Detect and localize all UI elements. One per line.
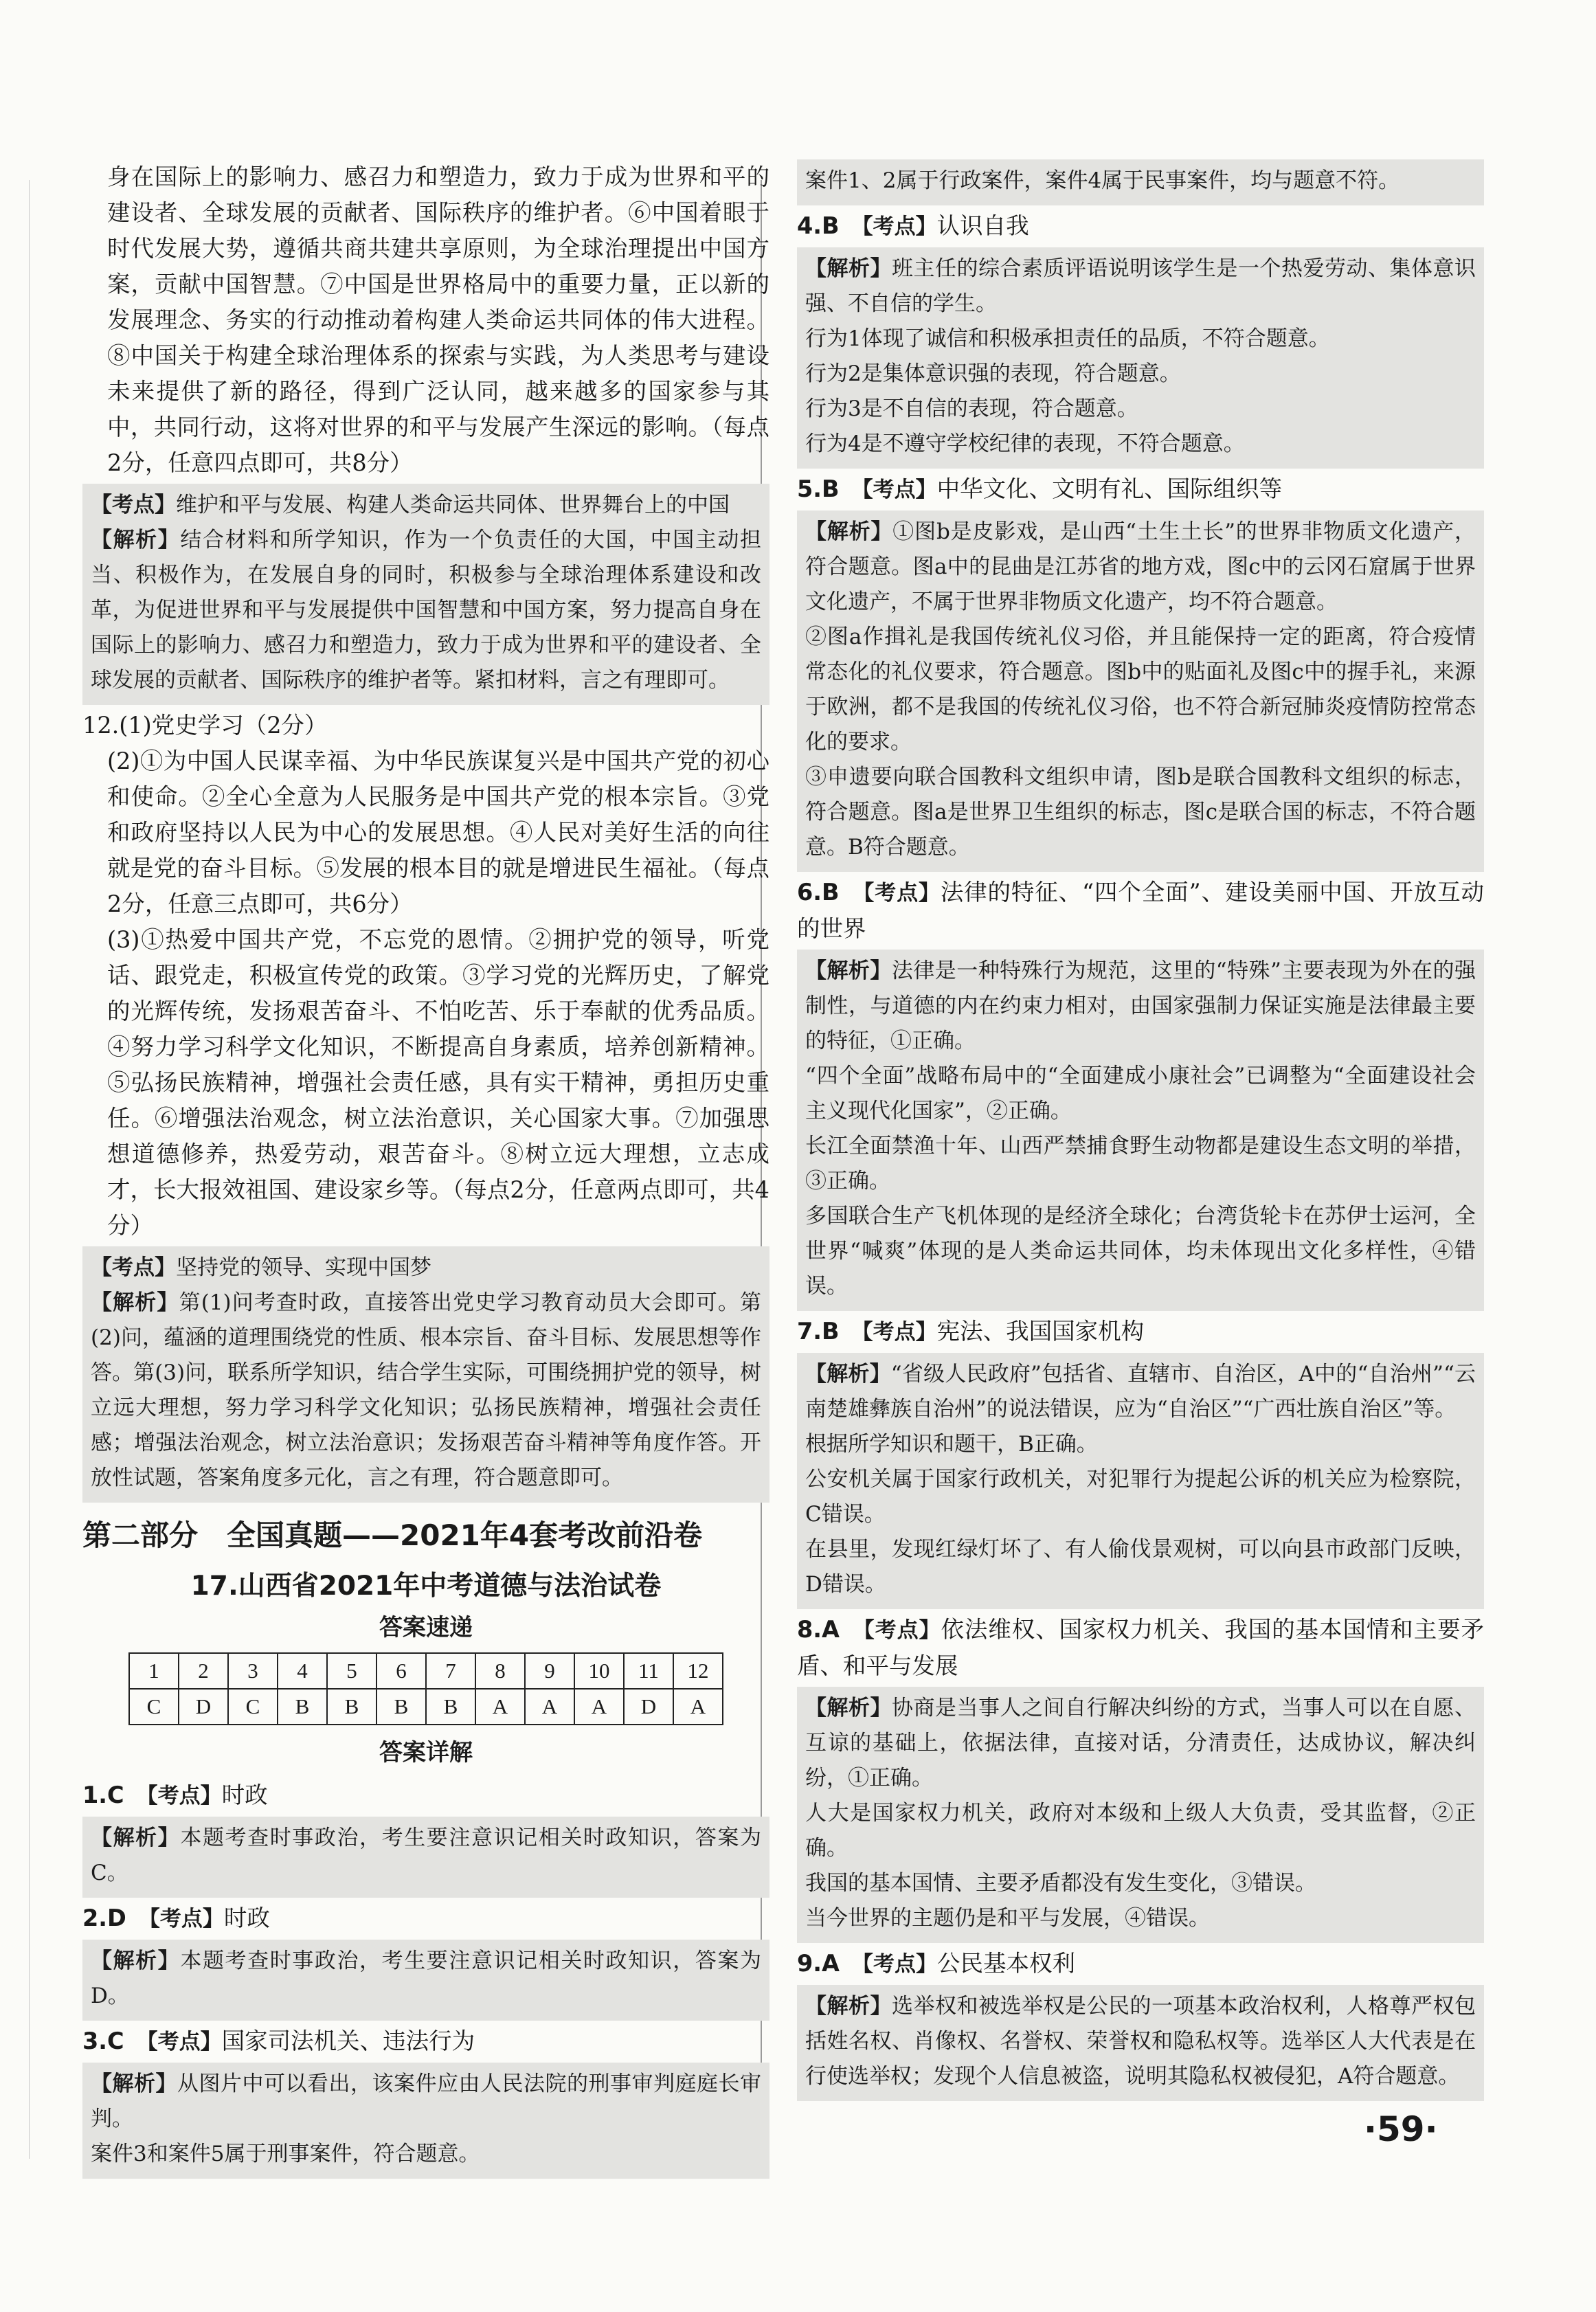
q2-head: 2.D [82,1905,126,1931]
paper-title: 17.山西省2021年中考道德与法治试卷 [190,1571,662,1602]
answer-number-cell: 11 [624,1653,673,1689]
jiexi-label: 【解析】 [805,256,892,281]
q11-jiexi: 结合材料和所学知识，作为一个负责任的大国，中国主动担当、积极作为，在发展自身的同时，积极参与全球治理体系建设和改革，为促进世界和平与发展提供中国智慧和中国方案，努力提高自身在国际上的影响力、感召力和塑造力，致力于成为世界和平的建设者、全球发展的贡献者、国际秩序的维护者等。紧扣材料，言之有理即可。 [91,528,762,693]
q4-line4: 行为4是不遵守学校纪律的表现，不符合题意。 [805,431,1245,456]
answer-number-cell: 2 [179,1653,228,1689]
q8-line4: 当今世界的主题仍是和平与发展，④错误。 [805,1906,1210,1931]
kaodian-label: 【考点】 [862,1952,937,1977]
q5-line2: ②图a作揖礼是我国传统礼仪习俗，并且能保持一定的距离，符合疫情常态化的礼仪要求，符合题意。图b中的贴面礼及图c中的握手礼，来源于欧洲，都不是我国的传统礼仪习俗，也不符合新冠肺炎疫情防控常态化的要求。 [805,625,1476,754]
kaodian-label: 【考点】 [862,1320,937,1345]
answer-number-cell: 6 [376,1653,426,1689]
q8-analysis-box [797,1687,1484,1943]
q12-jiexi: 第(1)问考查时政，直接答出党史学习教育动员大会即可。第(2)问，蕴涵的道理围绕党的性质、根本宗旨、奋斗目标、发展思想等作答。第(3)问，联系所学知识，结合学生实际，可围绕拥护党的领导，树立远大理想，努力学习科学文化知识；弘扬民族精神，增强社会责任感；增强法治观念，树立法治意识；发扬艰苦奋斗精神等角度作答。开放性试题，答案角度多元化，言之有理，符合题意即可。 [91,1290,761,1490]
answer-letter-cell: A [574,1689,624,1725]
q3-head: 3.C [82,2028,124,2054]
answer-number-row [129,1653,723,1689]
q5-line3: ③申遗要向联合国教科文组织申请，图b是联合国教科文组织的标志，符合题意。图a是世界卫生组织的标志，图c是联合国的标志，不符合题意。B符合题意。 [805,765,1476,860]
jiexi-label: 【解析】 [91,528,181,552]
section-title: 第二部分 全国真题——2021年4套考改前沿卷 [82,1518,703,1552]
q1-analysis-box [82,1817,769,1898]
q8-jiexi: 协商是当事人之间自行解决纠纷的方式，当事人可以在自愿、互谅的基础上，依据法律，直接对话，分清责任，达成协议，解决纠纷，①正确。 [805,1696,1476,1791]
answer-letter-cell: A [525,1689,574,1725]
q4-head: 4.B [797,212,840,239]
answer-number-cell: 8 [475,1653,525,1689]
q6-jiexi: 法律是一种特殊行为规范，这里的“特殊”主要表现为外在的强制性，与道德的内在约束力相对，由国家强制力保证实施是法律最主要的特征，①正确。 [805,958,1476,1053]
q9-analysis-box [797,1985,1484,2101]
answer-number-cell: 7 [426,1653,475,1689]
answer-letter-row [129,1689,723,1725]
answer-letter-cell: A [475,1689,525,1725]
q3-continuation: 案件1、2属于行政案件，案件4属于民事案件，均与题意不符。 [805,168,1400,193]
q7-kaodian: 宪法、我国国家机构 [936,1318,1145,1345]
q7-head: 7.B [797,1318,840,1345]
q8-line3: 我国的基本国情、主要矛盾都没有发生变化，③错误。 [805,1871,1316,1896]
q4-analysis-box [797,247,1484,469]
q12-kaodian: 坚持党的领导、实现中国梦 [176,1255,431,1280]
kaodian-label: 【考点】 [862,478,937,502]
q7-jiexi: “省级人民政府”包括省、直辖市、自治区，A中的“自治州”“云南楚雄彝族自治州”的说法错误，应为“自治区”“广西壮族自治区”等。 [805,1362,1476,1422]
answer-letter-cell: D [624,1689,673,1725]
left-column [82,159,769,2181]
answer-details-title: 答案详解 [379,1739,473,1766]
jiexi-label: 【解析】 [805,958,892,983]
kaodian-label: 【考点】 [147,1784,222,1808]
jiexi-label: 【解析】 [805,1696,892,1720]
q6-kaodian: 法律的特征、“四个全面”、建设美丽中国、开放互动的世界 [797,879,1485,942]
answer-letter-cell: B [327,1689,376,1725]
q6-head: 6.B [797,879,840,906]
kaodian-label: 【考点】 [862,214,937,239]
jiexi-label: 【解析】 [805,1362,891,1387]
answer-number-cell: 5 [327,1653,376,1689]
q11-answer-continuation: 身在国际上的影响力、感召力和塑造力，致力于成为世界和平的建设者、全球发展的贡献者、国际秩序的维护者。⑥中国着眼于时代发展大势，遵循共商共建共享原则，为全球治理提出中国方案，贡献中国智慧。⑦中国是世界格局中的重要力量，正以新的发展理念、务实的行动推动着构建人类命运共同体的伟大进程。⑧中国关于构建全球治理体系的探索与实践，为人类思考与建设未来提供了新的路径，得到广泛认同，越来越多的国家参与其中，共同行动，这将对世界的和平与发展产生深远的影响。（每点2分，任意四点即可，共8分） [107,164,769,476]
answer-letter-cell: C [129,1689,179,1725]
jiexi-label: 【解析】 [91,1290,179,1315]
answer-table [128,1652,723,1725]
q3-extra: 案件3和案件5属于刑事案件，符合题意。 [91,2142,480,2166]
q2-analysis-box [82,1940,769,2021]
q4-line3: 行为3是不自信的表现，符合题意。 [805,396,1138,421]
q4-kaodian: 认识自我 [936,212,1029,239]
q6-analysis-box [797,950,1484,1311]
answer-letter-cell: B [426,1689,475,1725]
jiexi-label: 【解析】 [91,1826,181,1850]
jiexi-label: 【解析】 [91,1949,181,1973]
answer-letter-cell: D [179,1689,228,1725]
q5-jiexi: ①图b是皮影戏，是山西“土生土长”的世界非物质文化遗产，符合题意。图a中的昆曲是江苏省的地方戏，图c中的云冈石窟属于世界文化遗产，不属于世界非物质文化遗产，均不符合题意。 [805,519,1476,614]
q5-kaodian: 中华文化、文明有礼、国际组织等 [936,475,1283,502]
answers-quick-title: 答案速递 [379,1614,473,1641]
q12-part3: (3)①热爱中国共产党，不忘党的恩情。②拥护党的领导，听党话、跟党走，积极宣传党的政策。③学习党的光辉历史，了解党的光辉传统，发扬艰苦奋斗、不怕吃苦、乐于奉献的优秀品质。④努力学习科学文化知识，不断提高自身素质，培养创新精神。⑤弘扬民族精神，增强社会责任感，具有实干精神，勇担历史重任。⑥增强法治观念，树立法治意识，关心国家大事。⑦加强思想道德修养，热爱劳动，艰苦奋斗。⑧树立远大理想，立志成才，长大报效祖国、建设家乡等。（每点2分，任意两点即可，共4分） [107,926,769,1239]
q7-line3: 公安机关属于国家行政机关，对犯罪行为提起公诉的机关应为检察院，C错误。 [805,1467,1476,1527]
q1-kaodian: 时政 [221,1782,268,1808]
answer-number-cell: 12 [673,1653,723,1689]
answer-number-cell: 9 [525,1653,574,1689]
kaodian-label: 【考点】 [91,493,176,517]
kaodian-label: 【考点】 [147,2030,222,2054]
jiexi-label: 【解析】 [805,519,893,544]
q4-line1: 行为1体现了诚信和积极承担责任的品质，不符合题意。 [805,326,1330,351]
jiexi-label: 【解析】 [805,1994,892,2019]
q5-analysis-box [797,510,1484,872]
answer-letter-cell: C [228,1689,278,1725]
page-edge-line [29,180,30,2159]
q4-jiexi: 班主任的综合素质评语说明该学生是一个热爱劳动、集体意识强、不自信的学生。 [805,256,1476,316]
q7-line2: 根据所学知识和题干，B正确。 [805,1432,1098,1457]
q8-kaodian: 依法维权、国家权力机关、我国的基本国情和主要矛盾、和平与发展 [797,1616,1485,1679]
right-column [797,159,1484,2104]
q11-kaodian: 维护和平与发展、构建人类命运共同体、世界舞台上的中国 [176,493,730,517]
answer-letter-cell: A [673,1689,723,1725]
q3-continuation-box [797,159,1484,205]
q7-analysis-box [797,1353,1484,1609]
q7-line4: 在县里，发现红绿灯坏了、有人偷伐景观树，可以向县市政部门反映，D错误。 [805,1537,1476,1597]
q6-line3: 长江全面禁渔十年、山西严禁捕食野生动物都是建设生态文明的举措，③正确。 [805,1134,1476,1193]
q5-head: 5.B [797,475,840,502]
page-number: ·59· [1364,2109,1438,2149]
q6-line4: 多国联合生产飞机体现的是经济全球化；台湾货轮卡在苏伊士运河，全世界“喊爽”体现的是人类命运共同体，均未体现出文化多样性，④错误。 [805,1204,1476,1299]
q9-head: 9.A [797,1950,840,1977]
q3-kaodian: 国家司法机关、违法行为 [221,2028,475,2054]
q12-part1: 12.(1)党史学习（2分） [82,712,328,739]
kaodian-label: 【考点】 [863,881,941,906]
answer-letter-cell: B [278,1689,327,1725]
q12-part2: (2)①为中国人民谋幸福、为中华民族谋复兴是中国共产党的初心和使命。②全心全意为人民服务是中国共产党的根本宗旨。③党和政府坚持以人民为中心的发展思想。④人民对美好生活的向往就是党的奋斗目标。⑤发展的根本目的就是增进民生福祉。（每点2分，任意三点即可，共6分） [107,748,769,917]
q1-head: 1.C [82,1782,124,1808]
answer-number-cell: 1 [129,1653,179,1689]
q9-jiexi: 选举权和被选举权是公民的一项基本政治权利，人格尊严权包括姓名权、肖像权、名誉权、荣誉权和隐私权等。选举区人大代表是在行使选举权；发现个人信息被盗，说明其隐私权被侵犯，A符合题意。 [805,1994,1476,2089]
q8-head: 8.A [797,1616,840,1643]
jiexi-label: 【解析】 [91,2072,177,2096]
answer-number-cell: 10 [574,1653,624,1689]
q2-jiexi: 本题考查时事政治，考生要注意识记相关时政知识，答案为D。 [91,1949,762,2008]
q11-analysis-box [82,484,769,705]
kaodian-label: 【考点】 [91,1255,176,1280]
answer-number-cell: 4 [278,1653,327,1689]
q8-line2: 人大是国家权力机关，政府对本级和上级人大负责，受其监督，②正确。 [805,1801,1476,1861]
q3-jiexi: 从图片中可以看出，该案件应由人民法院的刑事审判庭庭长审判。 [91,2072,761,2131]
q2-kaodian: 时政 [223,1905,270,1931]
answer-number-cell: 3 [228,1653,278,1689]
answer-letter-cell: B [376,1689,426,1725]
q12-analysis-box [82,1246,769,1503]
q9-kaodian: 公民基本权利 [936,1950,1075,1977]
q1-jiexi: 本题考查时事政治，考生要注意识记相关时政知识，答案为C。 [91,1826,762,1885]
kaodian-label: 【考点】 [864,1618,941,1643]
q4-line2: 行为2是集体意识强的表现，符合题意。 [805,361,1181,386]
kaodian-label: 【考点】 [149,1907,224,1931]
q6-line2: “四个全面”战略布局中的“全面建成小康社会”已调整为“全面建设社会主义现代化国家”，②正确。 [805,1064,1476,1123]
q3-analysis-box [82,2063,769,2179]
